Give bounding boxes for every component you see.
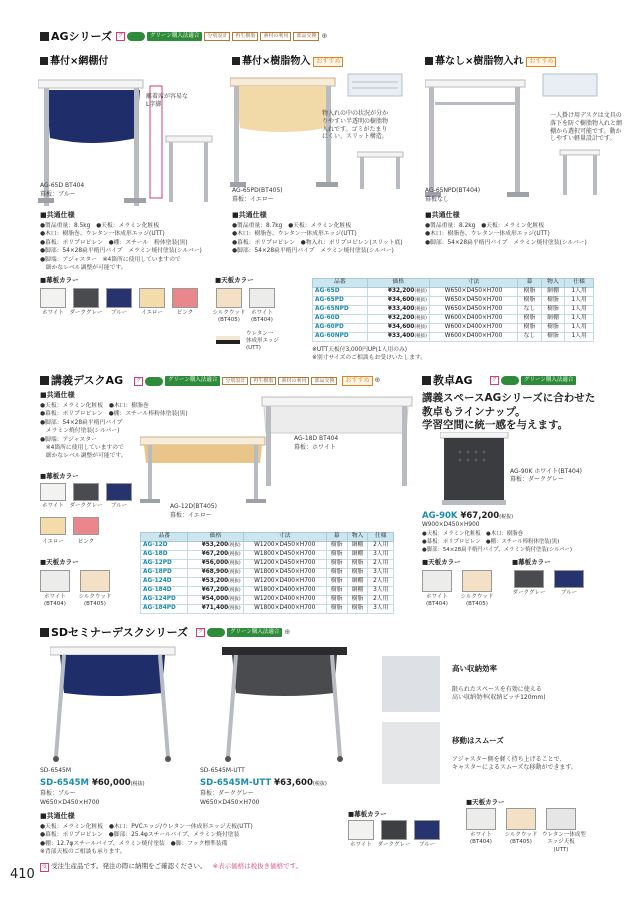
kogi-table-row bbox=[141, 596, 394, 605]
sd-panel-swatch-2 bbox=[414, 820, 440, 840]
tag-4: 部品交換 bbox=[293, 32, 319, 41]
sd-spec-heading: ■共通仕様 bbox=[40, 812, 75, 820]
sd-feature1-photo bbox=[382, 656, 440, 712]
ag-panel-swatch-0 bbox=[40, 288, 66, 308]
ag-table-cell: 樹脂 bbox=[541, 324, 565, 333]
ag-table-header-1: 価格 bbox=[367, 279, 429, 288]
kyotaku-top-heading: ■天板カラー bbox=[422, 558, 461, 566]
kogi-table-cell: AG-124D bbox=[141, 578, 188, 587]
sd-top-swatch-1 bbox=[506, 808, 536, 830]
kogi-panel-swatch-label-1: ダークグレー bbox=[69, 503, 103, 509]
kogi-label-b: AG-12D(BT405) bbox=[170, 503, 217, 510]
kyotaku-green-badge: グリーン購入法適合 bbox=[521, 376, 576, 385]
col3-callout: 一人掛け用デスクは文具の 落下を防ぐ樹脂物入れと網 棚から選択可能です。動か しやすい軽量設計です。 bbox=[550, 112, 623, 143]
kogi-table-cell: AG-12PD bbox=[141, 560, 188, 569]
kogi-table-cell: AG-18PD bbox=[141, 569, 188, 578]
sd-feature2-title: 移動はスムーズ bbox=[452, 736, 504, 745]
kogi-title: 講義デスクAG bbox=[40, 374, 123, 389]
ag-table-cell: ¥32,200(税抜) bbox=[367, 315, 429, 324]
tag-2: 再生樹脂 bbox=[232, 32, 258, 41]
ag-panel-swatch-label-1: ダークグレー bbox=[69, 310, 103, 316]
kogi-table-cell: ¥71,400(税抜) bbox=[188, 605, 243, 614]
green-badge: グリーン購入法適合 bbox=[147, 32, 202, 41]
sd-top-swatch-2 bbox=[546, 808, 576, 830]
kogi-tag-3: 素材の利用 bbox=[278, 377, 309, 386]
kogi-table-header-2: 寸法 bbox=[243, 533, 326, 542]
kogi-panel-swatch-0 bbox=[40, 483, 66, 501]
kogi-table-cell: 樹脂 bbox=[326, 542, 347, 551]
sd-p1-price-line: SD-6545M ¥60,000(税抜) bbox=[40, 778, 145, 788]
ag-table-cell: 1人用 bbox=[565, 288, 594, 297]
col2-chair-desk-image bbox=[357, 150, 405, 190]
circle-plus-icon: ⊕ bbox=[321, 32, 328, 40]
kyotaku-title: 教卓AG bbox=[422, 374, 473, 389]
kogi-table-cell: 2人用 bbox=[368, 578, 394, 587]
kogi-table-cell: 樹脂 bbox=[326, 605, 347, 614]
kogi-table-cell: W1800×D400×H700 bbox=[243, 605, 326, 614]
ag-table-cell: 樹脂 bbox=[518, 297, 542, 306]
ag-table-cell: AG-60D bbox=[313, 315, 368, 324]
ag-table-cell: AG-60NPD bbox=[313, 333, 368, 342]
ag-table-cell: AG-65PD bbox=[313, 297, 368, 306]
ag-table-cell: 1人用 bbox=[565, 297, 594, 306]
sd-feature2-photo bbox=[382, 722, 440, 784]
kogi-table-cell: ¥68,900(税抜) bbox=[188, 569, 243, 578]
kogi-table-header-3: 幕 bbox=[326, 533, 347, 542]
kogi-spec: ●天板：メラミン化粧板 ●木口：樹脂巻 ●幕板：ポリプロピレン ●棚：スチール棒粉体塗装(黒) ●脚部：54×28扁平楕円パイプ メラミン焼付塗装(シルバー) ●脚端：アジャスター ※4箇所に使用していますので 細かなレベル調整が可能です。 bbox=[40, 403, 188, 460]
kyotaku-price-line: AG-90K ¥67,200(税抜) bbox=[422, 511, 514, 521]
col3-spec: ●製品重量：8.2kg ●天板：メラミン化粧板 ●木口：樹脂巻、ウレタン一体成形エッジ(UTT) ●脚部：54×28扁平楕円パイプ メラミン焼付塗装(シルバー) bbox=[425, 223, 587, 246]
sd-top-swatch-0 bbox=[466, 808, 496, 830]
kogi-table-header-4: 物入 bbox=[347, 533, 368, 542]
ag-price-table bbox=[312, 278, 594, 342]
ag-table-cell: W650×D450×H700 bbox=[429, 297, 517, 306]
ag-table-cell: なし bbox=[518, 333, 542, 342]
kogi-label-b2: 幕板：イエロー bbox=[170, 512, 212, 519]
col1-callout: 離着席が容易な L字脚 bbox=[146, 93, 189, 108]
kogi-table-row bbox=[141, 578, 394, 587]
kogi-top-swatch-label-1: シルクウッド (BT405) bbox=[78, 594, 112, 608]
kogi-panel-swatch-label-2: ブルー bbox=[110, 503, 128, 509]
kogi-table-cell: 3人用 bbox=[368, 605, 394, 614]
kogi-desk-image bbox=[140, 393, 415, 513]
kogi-green-logo-icon bbox=[145, 377, 163, 386]
ag-table-row bbox=[313, 315, 594, 324]
kogi-badges bbox=[134, 376, 380, 386]
ag-panel-swatch-label-0: ホワイト bbox=[42, 310, 64, 316]
col2-spec-heading: ■共通仕様 bbox=[232, 211, 267, 219]
kyotaku-panel-swatch-0 bbox=[514, 570, 544, 588]
kogi-table-cell: AG-12D bbox=[141, 542, 188, 551]
ag-top-swatch-label-0: シルクウッド (BT405) bbox=[212, 310, 246, 324]
sd-panel-swatch-0 bbox=[348, 820, 374, 840]
sd-spec: ●天板：メラミン化粧板 ●木口：PVCエッジ/ウレタン一体成形エッジ天板(UTT) ●幕板：ポリプロピレン ●脚部：25.4φスチールパイプ、メラミン焼付塗装 ●棚：12.7φスチールパイプ、メラミン焼付塗装 ●脚：フック標準装備 ※背部天板のご相談も承ります。 bbox=[40, 824, 253, 856]
green-mark: グ bbox=[117, 33, 124, 40]
kogi-table-cell: 樹脂 bbox=[326, 551, 347, 560]
kogi-table-row bbox=[141, 560, 394, 569]
ag-table-cell: 網棚 bbox=[541, 288, 565, 297]
kogi-table-row bbox=[141, 587, 394, 596]
col3-panel: 幕板なし bbox=[425, 196, 450, 203]
kogi-table-cell: W1200×D450×H700 bbox=[243, 560, 326, 569]
kogi-table-row bbox=[141, 605, 394, 614]
kogi-table-cell: 2人用 bbox=[368, 596, 394, 605]
kogi-price-table bbox=[140, 532, 394, 614]
kogi-table-cell: 2人用 bbox=[368, 560, 394, 569]
sd-green-mark: グ bbox=[197, 629, 204, 636]
sd-top-heading: ■天板カラー bbox=[466, 798, 505, 806]
sd-circle-plus-icon: ⊕ bbox=[284, 628, 291, 636]
kyotaku-panel-swatch-label-1: ブルー bbox=[560, 590, 578, 596]
ag-table-cell: ¥33,400(税抜) bbox=[367, 306, 429, 315]
sd-p2-label: SD-6545M-UTT bbox=[200, 767, 245, 774]
ag-table-cell: 樹脂 bbox=[541, 297, 565, 306]
kogi-table-header-5: 仕様 bbox=[368, 533, 394, 542]
utt-edge-swatch bbox=[216, 336, 240, 344]
kogi-table-cell: 樹脂 bbox=[347, 596, 368, 605]
footer-note: 受 受注生産品です。発注の際に納期をご確認ください。 ※表示価格は税抜き価格です。 bbox=[41, 862, 303, 870]
kyotaku-badges bbox=[490, 376, 576, 385]
sd-p1-dims: W650×D450×H700 bbox=[40, 799, 100, 806]
ag-table-cell: AG-65NPD bbox=[313, 306, 368, 315]
ag-top-swatch-0 bbox=[216, 288, 242, 308]
col1-panel: 幕板：ブルー bbox=[40, 191, 76, 198]
sd-green-logo-icon bbox=[207, 628, 225, 637]
kyotaku-headline: 講義スペースAGシリーズに合わせた 教卓もラインナップ。 学習空間に統一感を与えます。 bbox=[422, 392, 596, 432]
ag-table-header-3: 幕 bbox=[518, 279, 542, 288]
ag-panel-swatch-3 bbox=[139, 288, 165, 308]
ag-table-cell: なし bbox=[518, 306, 542, 315]
col1-spec-heading: ■共通仕様 bbox=[40, 211, 75, 219]
kogi-table-cell: 樹脂 bbox=[347, 569, 368, 578]
kogi-table-cell: W1800×D400×H700 bbox=[243, 587, 326, 596]
ag-panel-swatch-label-2: ブルー bbox=[110, 310, 128, 316]
kogi-green-mark: グ bbox=[135, 377, 142, 384]
kogi-top-swatch-0 bbox=[40, 570, 70, 592]
ag-table-row bbox=[313, 297, 594, 306]
col1-model: AG-65D BT404 bbox=[40, 182, 85, 189]
kyotaku-podium-image bbox=[440, 432, 510, 512]
sd-feature1-title: 高い収納効率 bbox=[452, 664, 497, 673]
col2-spec: ●製品重量：8.7kg ●天板：メラミン化粧板 ●木口：樹脂巻、ウレタン一体成形エッジ(UTT) ●幕板：ポリプロピレン ●物入れ：ポリプロピレン(スリット底) ●脚部：54×28扁平楕円パイプ メラミン焼付塗装(シルバー) bbox=[232, 223, 403, 255]
kogi-table-cell: 網棚 bbox=[347, 578, 368, 587]
kyotaku-top-swatch-label-0: ホワイト (BT404) bbox=[426, 594, 448, 608]
kogi-table-cell: 樹脂 bbox=[326, 596, 347, 605]
kogi-panel-swatch-2 bbox=[106, 483, 132, 501]
kogi-label-a: AG-18D BT404 bbox=[294, 435, 339, 442]
kogi-panel-swatch-label-0: ホワイト bbox=[42, 503, 64, 509]
kogi-table-header-1: 価格 bbox=[188, 533, 243, 542]
kogi-table-cell: AG-184PD bbox=[141, 605, 188, 614]
kogi-table-cell: 2人用 bbox=[368, 542, 394, 551]
sd-desk-dark-image bbox=[222, 645, 352, 765]
ag-table-row bbox=[313, 288, 594, 297]
kogi-table-row bbox=[141, 569, 394, 578]
kogi-tag-1: 分別設計 bbox=[222, 377, 248, 386]
ag-table-cell: ¥33,400(税抜) bbox=[367, 333, 429, 342]
kogi-spec-heading: ■共通仕様 bbox=[40, 391, 75, 399]
sd-feature2-text: アジャスター側を軽く持ち上げることで、 キャスターによるスムーズな移動ができます。 bbox=[452, 756, 577, 771]
kogi-table-cell: 網棚 bbox=[347, 551, 368, 560]
kogi-tag-4: 部品交換 bbox=[311, 377, 337, 386]
kogi-table-cell: 網棚 bbox=[347, 542, 368, 551]
kyotaku-dims: W900×D450×H900 bbox=[422, 522, 480, 528]
ag-table-cell: 1人用 bbox=[565, 306, 594, 315]
ag-table-cell: 1人用 bbox=[565, 315, 594, 324]
sd-top-swatch-label-1: シルクウッド (BT405) bbox=[504, 832, 538, 846]
ag-table-cell: W600×D400×H700 bbox=[429, 324, 517, 333]
kogi-table-cell: 網棚 bbox=[347, 587, 368, 596]
ag-table-header-4: 物入 bbox=[541, 279, 565, 288]
kogi-table-cell: ¥67,200(税抜) bbox=[188, 551, 243, 560]
kyotaku-panel-swatch-label-0: ダークグレー bbox=[512, 590, 546, 596]
ag-table-header-2: 寸法 bbox=[429, 279, 517, 288]
ag-table-cell: ¥34,600(税抜) bbox=[367, 324, 429, 333]
sd-p2-panel: 幕板：ダークグレー bbox=[200, 790, 255, 797]
kyotaku-caption: AG-90K ホワイト(BT404) 幕板：ダークグレー bbox=[510, 468, 583, 483]
kogi-panel-swatch-label-3: イエロー bbox=[42, 539, 64, 545]
ag-table-notes: ※UTT天板付3,000円UP(1人用のみ) ※別寸サイズのご相談もお受けいたします。 bbox=[312, 347, 427, 362]
kogi-panel-color-heading: ■幕板カラー bbox=[40, 472, 79, 480]
col2-callout: 物入れの中の状況が分か りやすい半透明の樹脂物 入れです。ゴミがたまり にくい、スリット構造。 bbox=[322, 110, 389, 141]
kyotaku-green-logo-icon bbox=[501, 376, 519, 385]
kogi-table-cell: AG-18D bbox=[141, 551, 188, 560]
kogi-table-cell: W1200×D400×H700 bbox=[243, 596, 326, 605]
col1-spec: ●製品重量：8.5kg ●天板：メラミン化粧板 ●木口：樹脂巻、ウレタン一体成形エッジ(UTT) ●幕板：ポリプロピレン ●棚：スチール 粉体塗装(黒) ●脚部：54×28扁平楕円パイプ メラミン焼付塗装(シルバー) ●脚端：アジャスター ※4箇所に使用していますので 細かなレベル調整が可能です。 bbox=[40, 223, 202, 271]
ag-panel-swatch-2 bbox=[106, 288, 132, 308]
sd-p1-label: SD-6545M bbox=[40, 767, 72, 774]
kyotaku-green-mark: グ bbox=[491, 377, 498, 384]
kyotaku-top-swatch-label-1: シルクウッド (BT405) bbox=[460, 594, 494, 608]
ag-table-cell: W600×D400×H700 bbox=[429, 315, 517, 324]
kogi-table-cell: W1800×D450×H700 bbox=[243, 569, 326, 578]
ag-panel-color-heading: ■幕板カラー bbox=[40, 276, 79, 284]
kogi-table-cell: W1200×D400×H700 bbox=[243, 578, 326, 587]
ag-table-cell: AG-65D bbox=[313, 288, 368, 297]
sd-panel-swatch-label-0: ホワイト bbox=[350, 842, 372, 848]
sd-top-swatch-label-0: ホワイト (BT404) bbox=[470, 832, 492, 846]
kyotaku-top-swatch-1 bbox=[462, 570, 492, 592]
ag-top-color-heading: ■天板カラー bbox=[215, 276, 254, 284]
kogi-table-cell: 樹脂 bbox=[326, 578, 347, 587]
kogi-table-cell: 樹脂 bbox=[326, 560, 347, 569]
kogi-table-header-0: 品番 bbox=[141, 533, 188, 542]
kogi-green-badge: グリーン購入法適合 bbox=[165, 376, 220, 385]
ag-table-cell: 樹脂 bbox=[518, 288, 542, 297]
page-title: AGシリーズ bbox=[40, 30, 112, 45]
kyotaku-panel-heading: ■幕板カラー bbox=[512, 558, 551, 566]
kogi-table-cell: ¥67,200(税抜) bbox=[188, 587, 243, 596]
kogi-table-cell: 樹脂 bbox=[347, 560, 368, 569]
sd-panel-swatch-label-2: ブルー bbox=[418, 842, 436, 848]
sd-p1-panel: 幕板：ブルー bbox=[40, 790, 76, 797]
kogi-circle-plus-icon: ⊕ bbox=[374, 376, 381, 385]
ag-table-header-0: 品番 bbox=[313, 279, 368, 288]
kogi-table-cell: 樹脂 bbox=[326, 569, 347, 578]
green-logo-icon bbox=[127, 32, 145, 41]
ag-panel-swatch-1 bbox=[73, 288, 99, 308]
ag-table-row bbox=[313, 333, 594, 342]
kogi-tag-2: 再生樹脂 bbox=[250, 377, 276, 386]
sd-green-badge: グリーン購入法適合 bbox=[227, 628, 282, 637]
kogi-panel-swatch-1 bbox=[73, 483, 99, 501]
col2-recommend-badge: おすすめ bbox=[313, 57, 343, 67]
ag-panel-swatch-label-3: イエロー bbox=[141, 310, 163, 316]
kogi-top-swatch-1 bbox=[80, 570, 110, 592]
kogi-table-cell: W1800×D450×H700 bbox=[243, 551, 326, 560]
kogi-panel-swatch-4 bbox=[73, 517, 99, 535]
sd-feature1-text: 限られたスペースを有効に使える 高い収納効率(収納ピッチ120mm) bbox=[452, 686, 546, 701]
ag-table-cell: 樹脂 bbox=[518, 324, 542, 333]
ag-table-cell: W600×D400×H700 bbox=[429, 333, 517, 342]
kogi-table-cell: AG-184D bbox=[141, 587, 188, 596]
kogi-table-cell: ¥53,200(税抜) bbox=[188, 542, 243, 551]
col1-title: 幕付×網棚付 bbox=[40, 55, 108, 69]
ag-top-swatch-1 bbox=[249, 288, 275, 308]
kogi-table-cell: 3人用 bbox=[368, 551, 394, 560]
col3-model: AG-65NPD(BT404) bbox=[425, 187, 481, 194]
kogi-table-cell: W1200×D450×H700 bbox=[243, 542, 326, 551]
utt-edge-label: ウレタン一 体成形エッジ (UTT) bbox=[246, 331, 279, 352]
kogi-table-row bbox=[141, 542, 394, 551]
kogi-table-cell: 3人用 bbox=[368, 587, 394, 596]
col3-title: 幕なし×樹脂物入れ おすすめ bbox=[425, 55, 556, 69]
sd-panel-heading: ■幕板カラー bbox=[348, 810, 387, 818]
made-to-order-mark: 受 bbox=[41, 864, 48, 870]
header-badges bbox=[116, 32, 327, 41]
kogi-recommend-badge: おすすめ bbox=[342, 376, 372, 386]
col2-model: AG-65PD(BT405) bbox=[232, 187, 283, 194]
ag-table-cell: 樹脂 bbox=[518, 315, 542, 324]
ag-table-cell: ¥34,600(税抜) bbox=[367, 297, 429, 306]
ag-table-cell: W650×D450×H700 bbox=[429, 288, 517, 297]
ag-table-cell: 網棚 bbox=[541, 315, 565, 324]
kogi-table-cell: 3人用 bbox=[368, 569, 394, 578]
ag-table-row bbox=[313, 324, 594, 333]
col3-spec-heading: ■共通仕様 bbox=[425, 211, 460, 219]
sd-p2-dims: W650×D450×H700 bbox=[200, 799, 260, 806]
kogi-table-cell: ¥53,200(税抜) bbox=[188, 578, 243, 587]
sd-badges bbox=[196, 628, 290, 637]
kogi-panel-swatch-label-4: ピンク bbox=[77, 539, 95, 545]
ag-panel-swatch-4 bbox=[172, 288, 198, 308]
ag-panel-swatch-label-4: ピンク bbox=[176, 310, 194, 316]
ag-table-cell: AG-60PD bbox=[313, 324, 368, 333]
ag-table-cell: 樹脂 bbox=[541, 333, 565, 342]
kyotaku-spec: ●天板：メラミン化粧板 ●木口：樹脂巻 ●幕板：ポリプロピレン ●棚：スチール棒粉体塗装(黒) ●脚部：54×28扁平楕円パイプ、メラミン焼付塗装(シルバー) bbox=[422, 531, 573, 553]
ag-table-cell: 1人用 bbox=[565, 324, 594, 333]
sd-p2-price-line: SD-6545M-UTT ¥63,600(税抜) bbox=[200, 778, 327, 788]
tag-3: 素材の利用 bbox=[260, 32, 291, 41]
col2-title: 幕付×樹脂物入 おすすめ bbox=[232, 55, 343, 69]
sd-panel-swatch-1 bbox=[381, 820, 407, 840]
kyotaku-top-swatch-0 bbox=[422, 570, 452, 592]
col3-recommend-badge: おすすめ bbox=[526, 57, 556, 67]
sd-desk-blue-image bbox=[50, 645, 180, 765]
kogi-top-swatch-label-0: ホワイト (BT404) bbox=[44, 594, 66, 608]
kogi-panel-swatch-3 bbox=[40, 517, 66, 535]
ag-table-cell: 樹脂 bbox=[541, 306, 565, 315]
ag-table-cell: W650×D450×H700 bbox=[429, 306, 517, 315]
kogi-table-row bbox=[141, 551, 394, 560]
kogi-table-cell: 樹脂 bbox=[326, 587, 347, 596]
col2-panel: 幕板：イエロー bbox=[232, 196, 274, 203]
kogi-top-color-heading: ■天板カラー bbox=[40, 558, 79, 566]
kogi-table-cell: ¥54,000(税抜) bbox=[188, 596, 243, 605]
ag-table-cell: ¥32,200(税抜) bbox=[367, 288, 429, 297]
kogi-table-cell: 樹脂 bbox=[347, 605, 368, 614]
kogi-table-cell: ¥56,000(税抜) bbox=[188, 560, 243, 569]
ag-table-header-5: 仕様 bbox=[565, 279, 594, 288]
ag-top-swatch-label-1: ホワイト (BT404) bbox=[251, 310, 273, 324]
sd-panel-swatch-label-1: ダークグレー bbox=[377, 842, 411, 848]
kogi-table-cell: AG-124PD bbox=[141, 596, 188, 605]
sd-top-swatch-label-2: ウレタン一体成型 エッジ天板 (UTT) bbox=[542, 832, 586, 853]
kyotaku-panel-swatch-1 bbox=[554, 570, 584, 588]
tag-1: 分別設計 bbox=[204, 32, 230, 41]
ag-table-row bbox=[313, 306, 594, 315]
kogi-label-a2: 幕板：ホワイト bbox=[294, 444, 336, 451]
sd-title: SDセミナーデスクシリーズ bbox=[40, 626, 188, 641]
page-number: 410 bbox=[10, 867, 35, 882]
ag-table-cell: 1人用 bbox=[565, 333, 594, 342]
